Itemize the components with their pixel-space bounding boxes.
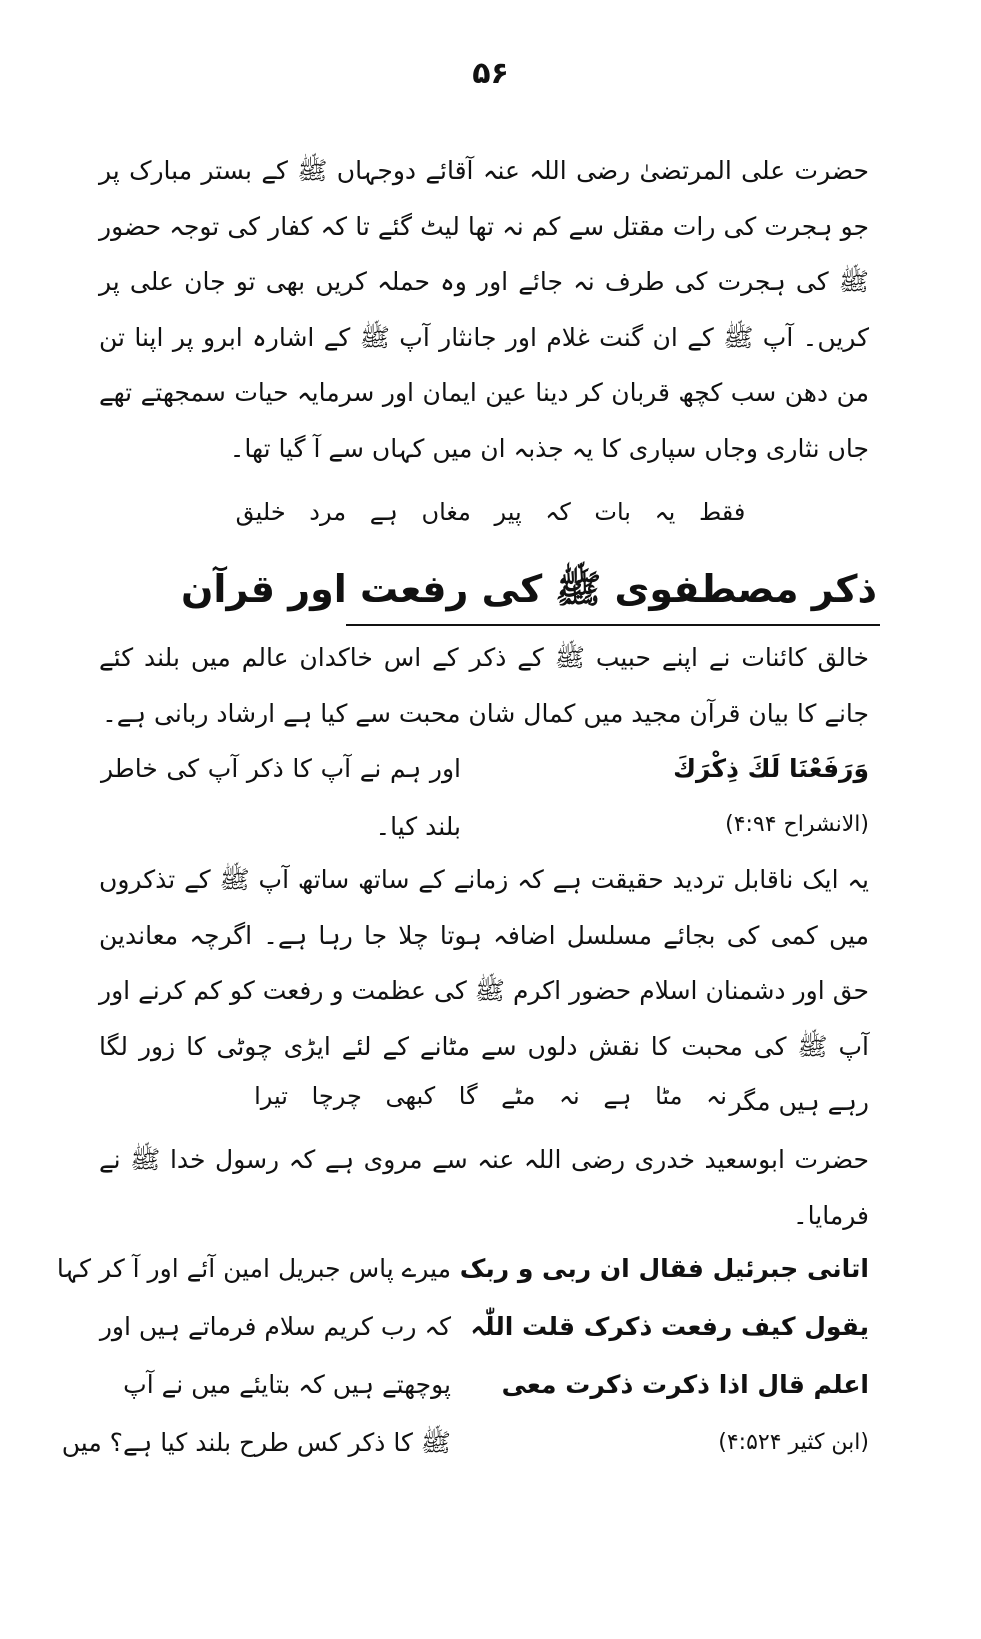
hadith-translation (56, 1240, 451, 1472)
heading-underline (346, 624, 880, 626)
quran-reference: (الانشراح ۴:۹۴) (725, 812, 869, 837)
hadith-translation-line: پوچھتے ہیں کہ بتایئے میں نے آپ (123, 1370, 451, 1399)
paragraph-zikr: یہ ایک ناقابل تردید حقیقت ہے کہ زمانے کے ساتھ ساتھ آپ ﷺ کے تذکروں میں کمی کی بجائے مسلسل اضافہ ہوتا چلا جا رہا ہے۔ اگرچہ معاندین حق اور دشمنان اسلام حضور اکرم ﷺ کی عظمت و رفعت کو کم کرنے اور آپ ﷺ کی محبت کا نقش دلوں سے مٹانے کے لئے ایڑی چوٹی کا زور لگا رہے ہیں مگر (99, 865, 869, 1116)
paragraph-intro: خالق کائنات نے اپنے حبیب ﷺ کے ذکر کے اس خاکدان عالم میں بلند کئے جانے کا بیان قرآن مجید میں کمال شان محبت سے کیا ہے ارشاد ربانی ہے۔ (99, 643, 869, 728)
hadith-arabic-line: یقول کیف رفعت ذکرک قلت اللّٰہ (470, 1312, 869, 1341)
hadith-translation-line: ﷺ کا ذکر کس طرح بلند کیا ہے؟ میں (61, 1428, 451, 1457)
section-heading: ذکر مصطفوی ﷺ کی رفعت اور قرآن (181, 567, 877, 611)
quran-verse: وَرَفَعْنَا لَكَ ذِكْرَكَ (673, 754, 869, 783)
hadith-reference: (ابن کثیر ۴:۵۲۴) (718, 1430, 869, 1455)
hadith-arabic (459, 1240, 869, 1472)
verse-line-2: نہ مٹا ہے نہ مٹے گا کبھی چرچا تیرا (254, 1082, 727, 1110)
paragraph-hadith-intro: حضرت ابوسعید خدری رضی اللہ عنہ سے مروی ہے کہ رسول خدا ﷺ نے فرمایا۔ (99, 1145, 869, 1230)
hadith-translation-line: کہ رب کریم سلام فرماتے ہیں اور (99, 1312, 451, 1341)
quran-translation: اور ہم نے آپ کا ذکر آپ کی خاطر بلند کیا۔ (101, 754, 461, 841)
hadith-arabic-line: اعلم قال اذا ذکرت ذکرت معی (501, 1370, 869, 1399)
page-number: ۵۶ (472, 56, 509, 91)
hadith-translation-line: میرے پاس جبریل امین آئے اور آ کر کہا (56, 1254, 451, 1283)
hadith-arabic-line: اتانی جبرئیل فقال ان ربی و ربک (459, 1254, 869, 1283)
paragraph-hijrat: حضرت علی المرتضیٰ رضی اللہ عنہ آقائے دوجہاں ﷺ کے بستر مبارک پر جو ہجرت کی رات مقتل سے کم نہ تھا لیٹ گئے تا کہ کفار کی توجہ حضور ﷺ کی ہجرت کی طرف نہ جائے اور وہ حملہ کریں بھی تو جان علی پر کریں۔ آپ ﷺ کے ان گنت غلام اور جانثار آپ ﷺ کے اشارہ ابرو پر اپنا تن من دھن سب کچھ قربان کر دینا عین ایمان اور سرمایہ حیات سمجھتے تھے جاں نثاری وجاں سپاری کا یہ جذبہ ان میں کہاں سے آ گیا تھا۔ (99, 156, 869, 463)
verse-line: فقط یہ بات کہ پیر مغاں ہے مرد خلیق (235, 498, 746, 526)
